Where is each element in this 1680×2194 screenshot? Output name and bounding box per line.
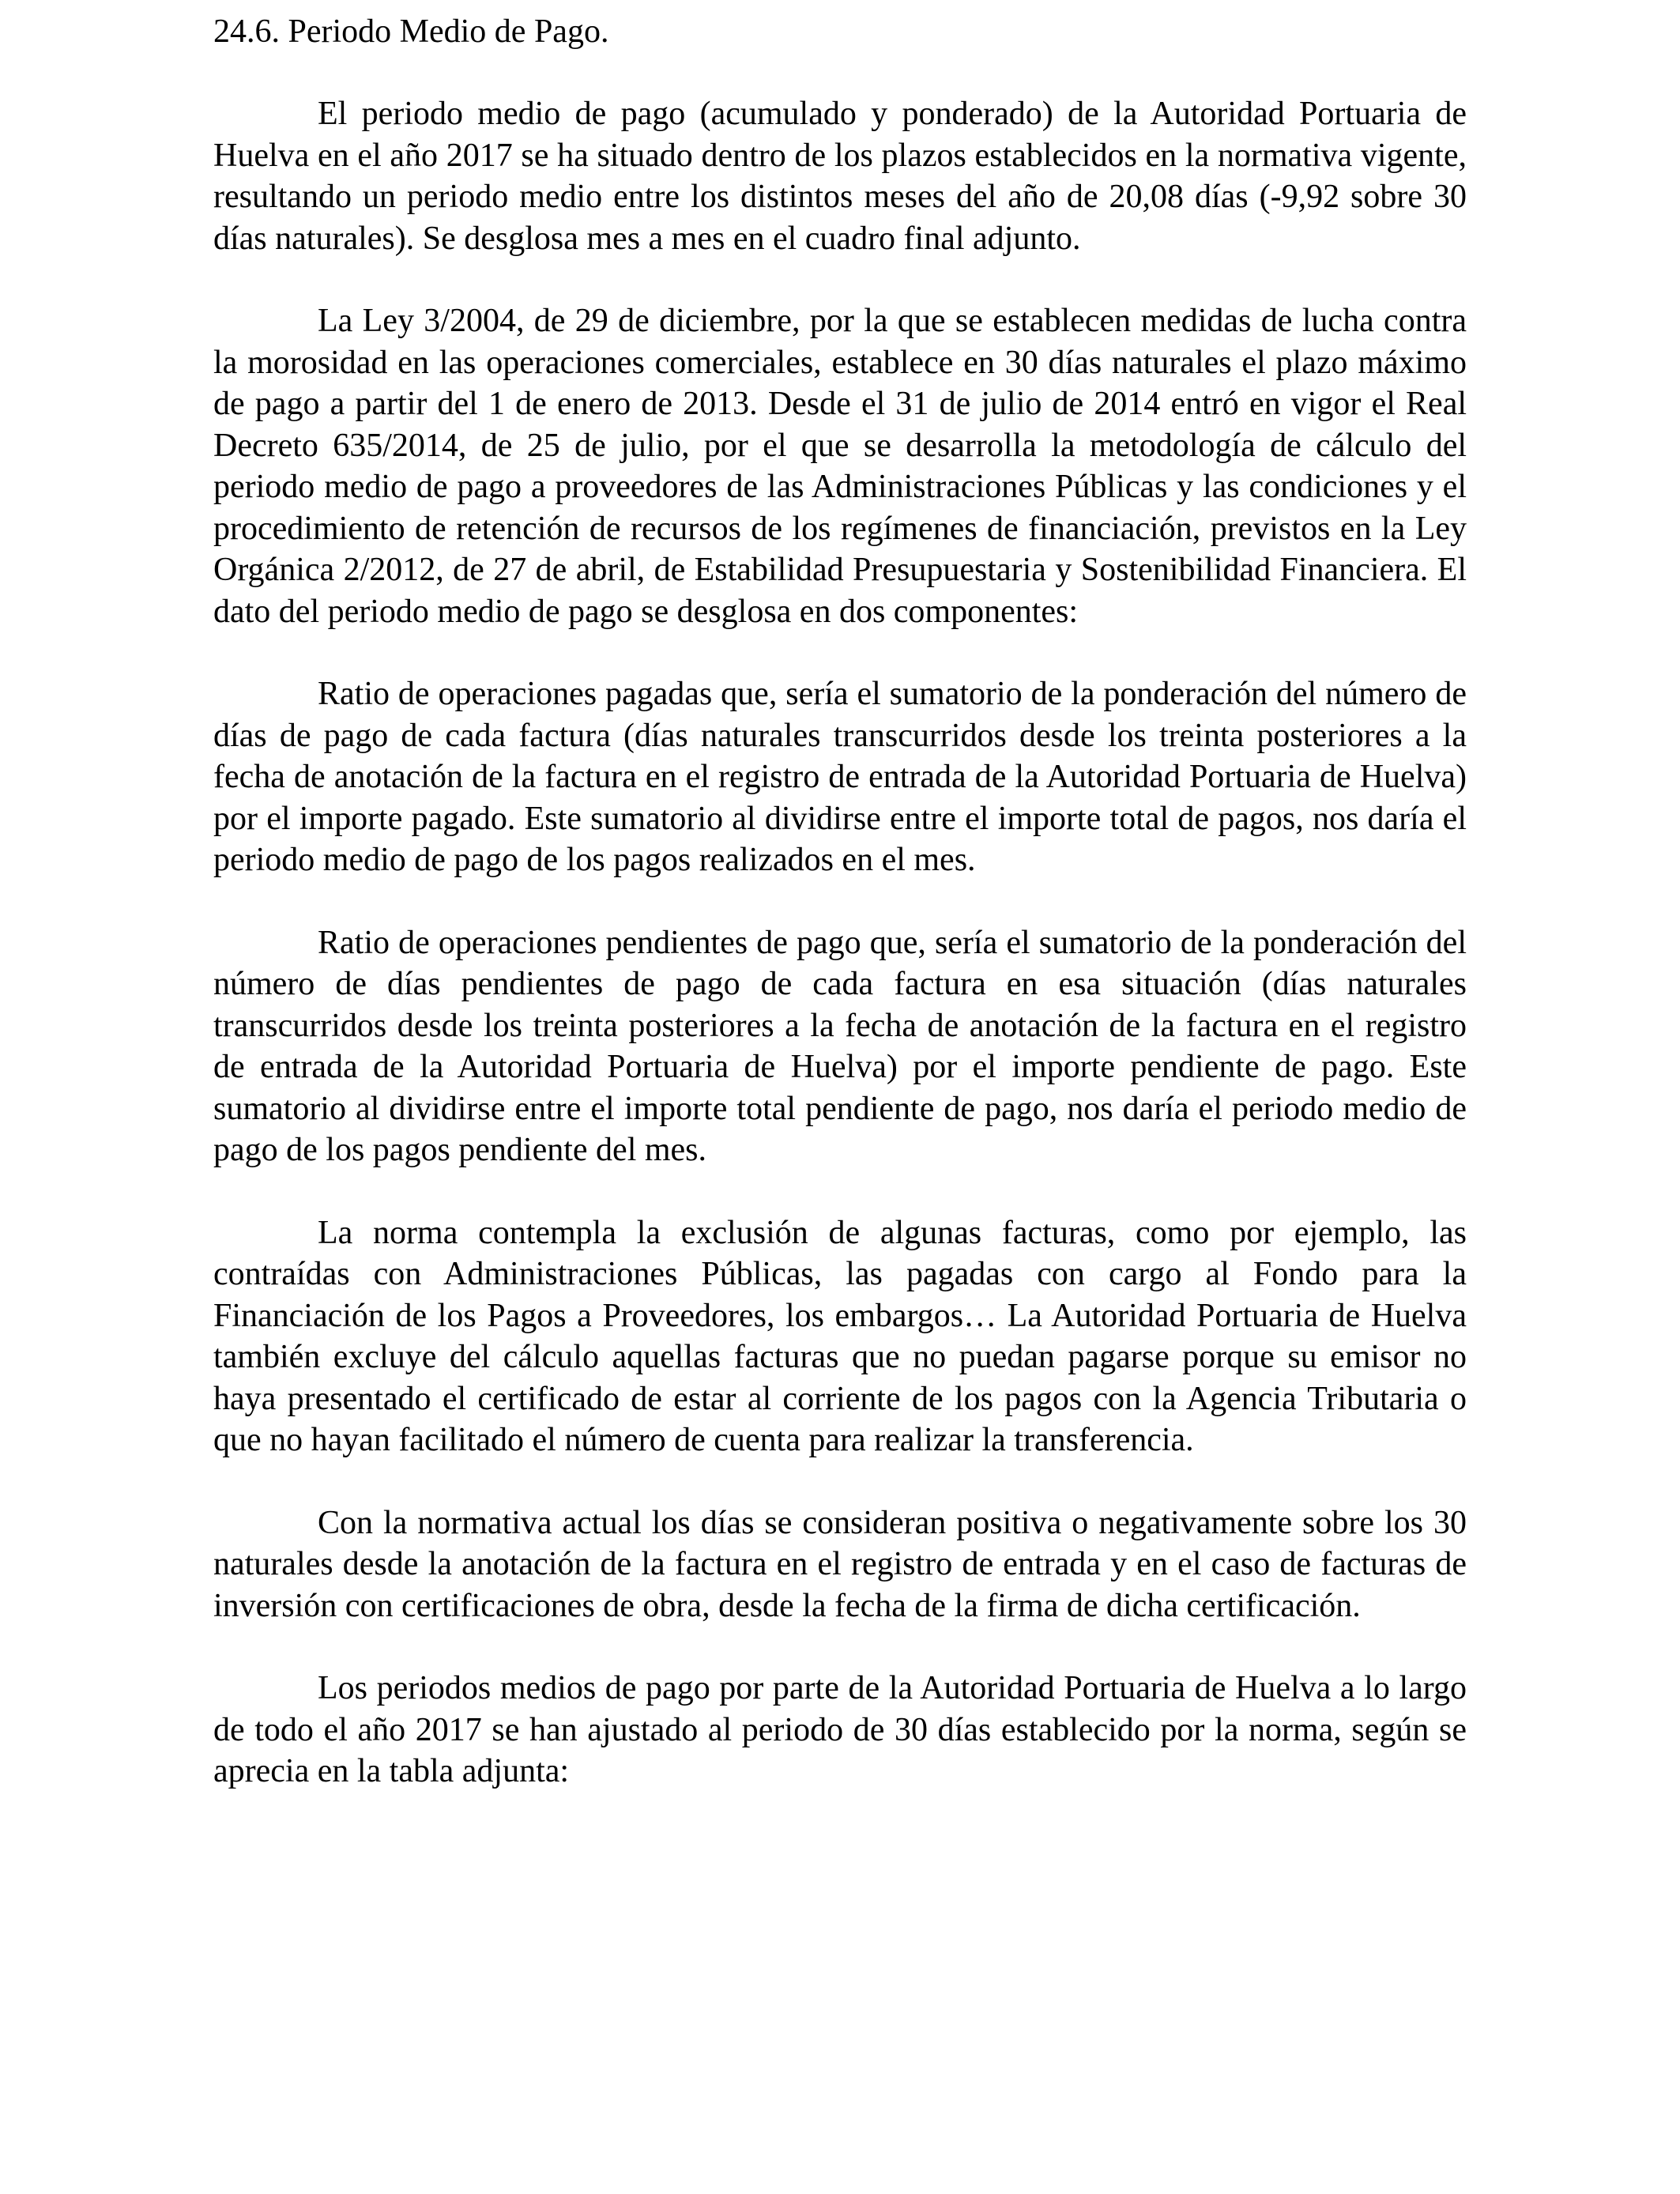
paragraph-periodos-2017: Los periodos medios de pago por parte de la Autoridad Portuaria de Huelva a lo largo de todo el año 2017 se han ajustado al periodo de 30 días establecido por la norma, según se aprecia en la tabla adjunta:: [213, 1670, 1467, 1789]
paragraph-ley-3-2004: La Ley 3/2004, de 29 de diciembre, por la que se establecen medidas de lucha contra la morosidad en las operaciones comerciales, establece en 30 días naturales el plazo máximo de pago a partir del 1 de enero de 2013. Desde el 31 de julio de 2014 entró en vigor el Real Decreto 635/2014, de 25 de julio, por el que se desarrolla la metodología de cálculo del periodo medio de pago a proveedores de las Administraciones Públicas y las condiciones y el procedimiento de retención de recursos de los regímenes de financiación, previstos en la Ley Orgánica 2/2012, de 27 de abril, de Estabilidad Presupuestaria y Sostenibilidad Financiera. El dato del periodo medio de pago se desglosa en dos componentes:: [213, 303, 1467, 630]
paragraph-exclusion-facturas: La norma contempla la exclusión de algunas facturas, como por ejemplo, las contraídas con Administraciones Públicas, las pagadas con cargo al Fondo para la Financiación de los Pagos a Proveedores, los embargos… La Autoridad Portuaria de Huelva también excluye del cálculo aquellas facturas que no puedan pagarse porque su emisor no haya presentado el certificado de estar al corriente de los pagos con la Agencia Tributaria o que no hayan facilitado el número de cuenta para realizar la transferencia.: [213, 1214, 1467, 1458]
document-page: [213, 11, 1467, 1793]
section-heading: 24.6. Periodo Medio de Pago.: [213, 13, 609, 50]
paragraph-ratio-pendientes: Ratio de operaciones pendientes de pago que, sería el sumatorio de la ponderación del número de días pendientes de pago de cada factura en esa situación (días naturales transcurridos desde los treinta posteriores a la fecha de anotación de la factura en el registro de entrada de la Autoridad Portuaria de Huelva) por el importe pendiente de pago. Este sumatorio al dividirse entre el importe total pendiente de pago, nos daría el periodo medio de pago de los pagos pendiente del mes.: [213, 924, 1467, 1168]
paragraph-normativa-actual: Con la normativa actual los días se consideran positiva o negativamente sobre los 30 naturales desde la anotación de la factura en el registro de entrada y en el caso de facturas de inversión con certificaciones de obra, desde la fecha de la firma de dicha certificación.: [213, 1504, 1467, 1624]
paragraph-ratio-pagadas: Ratio de operaciones pagadas que, sería el sumatorio de la ponderación del número de días de pago de cada factura (días naturales transcurridos desde los treinta posteriores a la fecha de anotación de la factura en el registro de entrada de la Autoridad Portuaria de Huelva) por el importe pagado. Este sumatorio al dividirse entre el importe total de pagos, nos daría el periodo medio de pago de los pagos realizados en el mes.: [213, 676, 1467, 878]
paragraph-periodo-medio: El periodo medio de pago (acumulado y ponderado) de la Autoridad Portuaria de Huelva en el año 2017 se ha situado dentro de los plazos establecidos en la normativa vigente, resultando un periodo medio entre los distintos meses del año de 20,08 días (-9,92 sobre 30 días naturales). Se desglosa mes a mes en el cuadro final adjunto.: [213, 96, 1467, 257]
